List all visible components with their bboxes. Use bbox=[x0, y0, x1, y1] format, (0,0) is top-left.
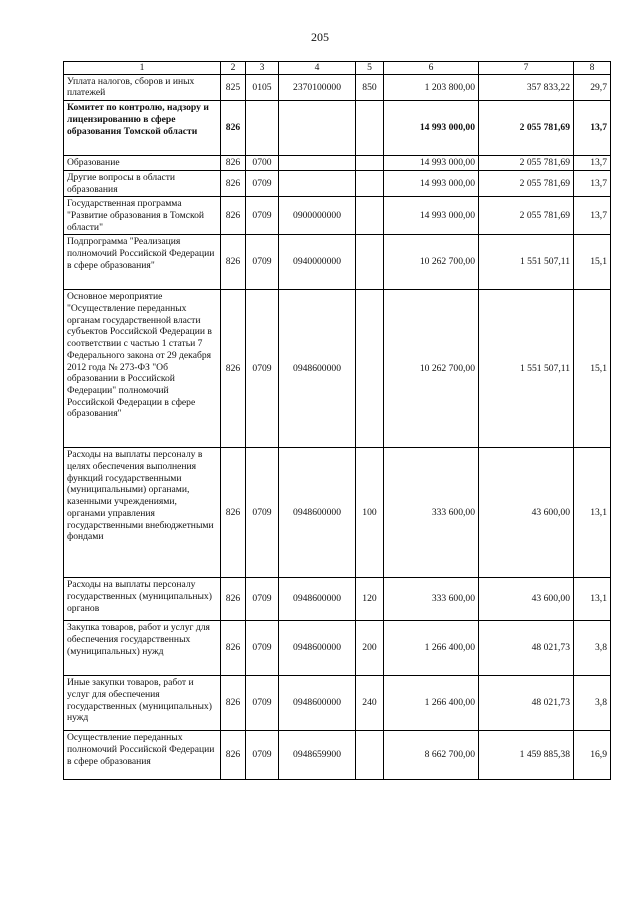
ved-cell: 826 bbox=[221, 235, 246, 290]
fact-cell: 2 055 781,69 bbox=[479, 197, 574, 235]
column-header: 1 bbox=[64, 62, 221, 75]
row-name-cell: Уплата налогов, сборов и иных платежей bbox=[64, 74, 221, 100]
fact-cell: 1 551 507,11 bbox=[479, 235, 574, 290]
csr-cell bbox=[279, 170, 356, 196]
ved-cell: 826 bbox=[221, 197, 246, 235]
percent-cell: 13,7 bbox=[574, 156, 611, 171]
csr-cell: 0940000000 bbox=[279, 235, 356, 290]
budget-table bbox=[63, 61, 611, 780]
percent-cell: 13,7 bbox=[574, 170, 611, 196]
column-header: 3 bbox=[246, 62, 279, 75]
csr-cell bbox=[279, 156, 356, 171]
column-header: 2 bbox=[221, 62, 246, 75]
table-row bbox=[64, 676, 611, 731]
table-header-row bbox=[64, 62, 611, 75]
vr-cell bbox=[356, 156, 384, 171]
csr-cell: 2370100000 bbox=[279, 74, 356, 100]
vr-cell: 100 bbox=[356, 448, 384, 578]
fact-cell: 43 600,00 bbox=[479, 578, 574, 621]
table-row bbox=[64, 448, 611, 578]
vr-cell bbox=[356, 290, 384, 448]
percent-cell: 3,8 bbox=[574, 621, 611, 676]
vr-cell: 200 bbox=[356, 621, 384, 676]
rzpr-cell: 0709 bbox=[246, 676, 279, 731]
percent-cell: 15,1 bbox=[574, 235, 611, 290]
table-row bbox=[64, 578, 611, 621]
row-name-cell: Государственная программа "Развитие образования в Томской области" bbox=[64, 197, 221, 235]
vr-cell bbox=[356, 197, 384, 235]
table-row bbox=[64, 290, 611, 448]
fact-cell: 1 459 885,38 bbox=[479, 731, 574, 780]
rzpr-cell: 0105 bbox=[246, 74, 279, 100]
table-row bbox=[64, 74, 611, 100]
percent-cell: 15,1 bbox=[574, 290, 611, 448]
ved-cell: 826 bbox=[221, 731, 246, 780]
column-header: 6 bbox=[384, 62, 479, 75]
vr-cell: 850 bbox=[356, 74, 384, 100]
csr-cell: 0948659900 bbox=[279, 731, 356, 780]
csr-cell: 0948600000 bbox=[279, 621, 356, 676]
row-name-cell: Закупка товаров, работ и услуг для обеспечения государственных (муниципальных) нужд bbox=[64, 621, 221, 676]
ved-cell: 826 bbox=[221, 448, 246, 578]
plan-cell: 14 993 000,00 bbox=[384, 156, 479, 171]
rzpr-cell bbox=[246, 101, 279, 156]
table-row bbox=[64, 170, 611, 196]
rzpr-cell: 0709 bbox=[246, 290, 279, 448]
table-row bbox=[64, 621, 611, 676]
fact-cell: 2 055 781,69 bbox=[479, 156, 574, 171]
percent-cell: 13,7 bbox=[574, 101, 611, 156]
csr-cell: 0948600000 bbox=[279, 448, 356, 578]
row-name-cell: Подпрограмма "Реализация полномочий Российской Федерации в сфере образования" bbox=[64, 235, 221, 290]
row-name-cell: Иные закупки товаров, работ и услуг для обеспечения государственных (муниципальных) нужд bbox=[64, 676, 221, 731]
plan-cell: 1 203 800,00 bbox=[384, 74, 479, 100]
percent-cell: 16,9 bbox=[574, 731, 611, 780]
vr-cell: 240 bbox=[356, 676, 384, 731]
column-header: 5 bbox=[356, 62, 384, 75]
vr-cell: 120 bbox=[356, 578, 384, 621]
page-number: 205 bbox=[311, 30, 329, 44]
rzpr-cell: 0709 bbox=[246, 170, 279, 196]
table-row bbox=[64, 101, 611, 156]
vr-cell bbox=[356, 235, 384, 290]
rzpr-cell: 0709 bbox=[246, 578, 279, 621]
percent-cell: 13,1 bbox=[574, 578, 611, 621]
row-name-cell: Основное мероприятие "Осуществление переданных органам государственной власти субъектов Российской Федерации в соответствии с частью 1 статьи 7 Федерального закона от 29 декабря 2012 года № 273-ФЗ "Об образовании в Российской Федерации" полномочий Российской Федерации в сфере образования" bbox=[64, 290, 221, 448]
ved-cell: 826 bbox=[221, 676, 246, 731]
plan-cell: 14 993 000,00 bbox=[384, 101, 479, 156]
column-header: 4 bbox=[279, 62, 356, 75]
table-row bbox=[64, 156, 611, 171]
row-name-cell: Расходы на выплаты персоналу в целях обеспечения выполнения функций государственными (муниципальными) органами, казенными учреждениями, органами управления государственными внебюджетными фондами bbox=[64, 448, 221, 578]
fact-cell: 48 021,73 bbox=[479, 676, 574, 731]
plan-cell: 10 262 700,00 bbox=[384, 235, 479, 290]
column-header: 7 bbox=[479, 62, 574, 75]
ved-cell: 826 bbox=[221, 170, 246, 196]
table-row bbox=[64, 197, 611, 235]
column-header: 8 bbox=[574, 62, 611, 75]
plan-cell: 14 993 000,00 bbox=[384, 170, 479, 196]
ved-cell: 826 bbox=[221, 290, 246, 448]
rzpr-cell: 0709 bbox=[246, 235, 279, 290]
row-name-cell: Образование bbox=[64, 156, 221, 171]
csr-cell: 0948600000 bbox=[279, 290, 356, 448]
table-row bbox=[64, 731, 611, 780]
fact-cell: 357 833,22 bbox=[479, 74, 574, 100]
table-row bbox=[64, 235, 611, 290]
rzpr-cell: 0700 bbox=[246, 156, 279, 171]
csr-cell bbox=[279, 101, 356, 156]
rzpr-cell: 0709 bbox=[246, 448, 279, 578]
fact-cell: 1 551 507,11 bbox=[479, 290, 574, 448]
vr-cell bbox=[356, 101, 384, 156]
plan-cell: 333 600,00 bbox=[384, 448, 479, 578]
rzpr-cell: 0709 bbox=[246, 197, 279, 235]
csr-cell: 0948600000 bbox=[279, 578, 356, 621]
fact-cell: 2 055 781,69 bbox=[479, 170, 574, 196]
percent-cell: 13,1 bbox=[574, 448, 611, 578]
rzpr-cell: 0709 bbox=[246, 731, 279, 780]
plan-cell: 10 262 700,00 bbox=[384, 290, 479, 448]
row-name-cell: Расходы на выплаты персоналу государственных (муниципальных) органов bbox=[64, 578, 221, 621]
csr-cell: 0900000000 bbox=[279, 197, 356, 235]
csr-cell: 0948600000 bbox=[279, 676, 356, 731]
row-name-cell: Осуществление переданных полномочий Российской Федерации в сфере образования bbox=[64, 731, 221, 780]
fact-cell: 48 021,73 bbox=[479, 621, 574, 676]
fact-cell: 2 055 781,69 bbox=[479, 101, 574, 156]
plan-cell: 333 600,00 bbox=[384, 578, 479, 621]
ved-cell: 825 bbox=[221, 74, 246, 100]
ved-cell: 826 bbox=[221, 621, 246, 676]
ved-cell: 826 bbox=[221, 578, 246, 621]
row-name-cell: Другие вопросы в области образования bbox=[64, 170, 221, 196]
ved-cell: 826 bbox=[221, 101, 246, 156]
plan-cell: 8 662 700,00 bbox=[384, 731, 479, 780]
percent-cell: 29,7 bbox=[574, 74, 611, 100]
rzpr-cell: 0709 bbox=[246, 621, 279, 676]
percent-cell: 13,7 bbox=[574, 197, 611, 235]
percent-cell: 3,8 bbox=[574, 676, 611, 731]
fact-cell: 43 600,00 bbox=[479, 448, 574, 578]
plan-cell: 1 266 400,00 bbox=[384, 621, 479, 676]
vr-cell bbox=[356, 731, 384, 780]
vr-cell bbox=[356, 170, 384, 196]
plan-cell: 14 993 000,00 bbox=[384, 197, 479, 235]
plan-cell: 1 266 400,00 bbox=[384, 676, 479, 731]
ved-cell: 826 bbox=[221, 156, 246, 171]
row-name-cell: Комитет по контролю, надзору и лицензированию в сфере образования Томской области bbox=[64, 101, 221, 156]
